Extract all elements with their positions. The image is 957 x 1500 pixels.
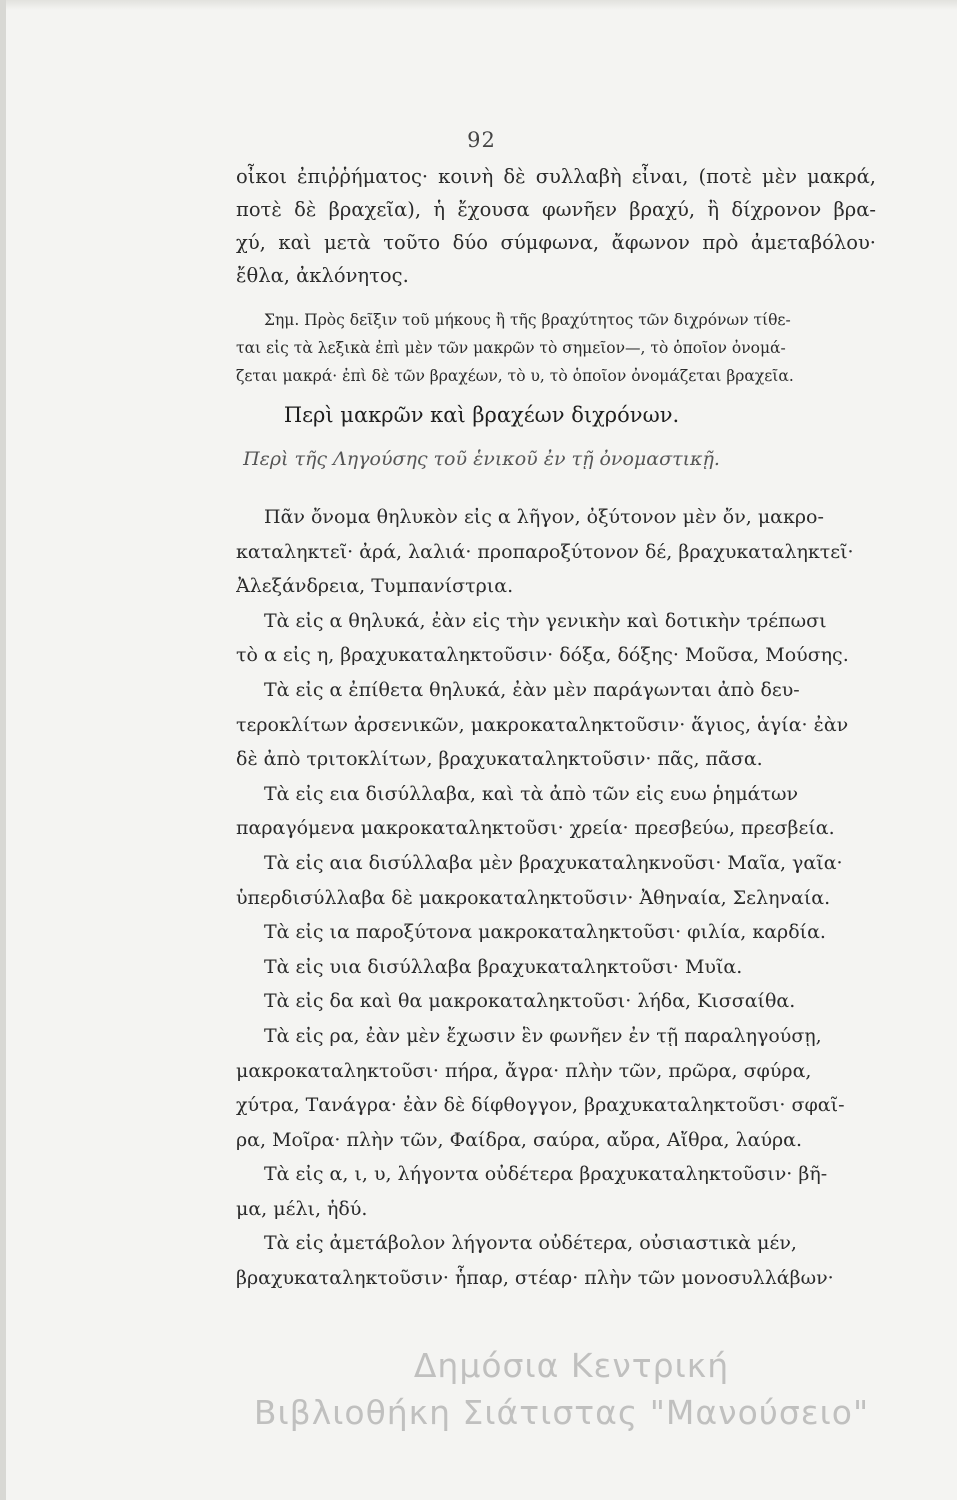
text-line: χύ, καὶ μετὰ τοῦτο δύο σύμφωνα, ἄφωνον πρὸ ἀμεταβόλου· xyxy=(236,231,876,254)
text-line: Τὰ εἰς αια δισύλλαβα μὲν βραχυκαταληκνοῦσι· Μαῖα, γαῖα· xyxy=(264,851,843,874)
note-line: ζεται μακρά· ἐπὶ δὲ τῶν βραχέων, τὸ υ, τὸ ὁποῖον ὀνομάζεται βραχεῖα. xyxy=(236,367,794,385)
main-text-body xyxy=(236,500,876,1296)
text-line: βραχυκαταληκτοῦσιν· ἧπαρ, στέαρ· πλὴν τῶν μονοσυλλάβων· xyxy=(236,1267,834,1290)
text-line: μακροκαταληκτοῦσι· πήρα, ἄγρα· πλὴν τῶν, πρῶρα, σφύρα, xyxy=(236,1059,812,1082)
text-line: μα, μέλι, ἡδύ. xyxy=(236,1197,368,1220)
text-line: παραγόμενα μακροκαταληκτοῦσι· χρεία· πρεσβεύω, πρεσβεία. xyxy=(236,817,835,840)
page-top-edge xyxy=(6,0,957,10)
text-line: οἶκοι ἐπιῤῥήματος· κοινὴ δὲ συλλαβὴ εἶναι, (ποτὲ μὲν μακρά, xyxy=(236,165,876,188)
text-line: Τὰ εἰς υια δισύλλαβα βραχυκαταληκτοῦσι· Μυῖα. xyxy=(264,955,743,978)
page-number: 92 xyxy=(467,128,496,152)
subsection-heading: Περὶ τῆς Ληγούσης τοῦ ἑνικοῦ ἐν τῇ ὀνομαστικῇ. xyxy=(243,448,720,470)
text-line: Τὰ εἰς ρα, ἐὰν μὲν ἔχωσιν ἓν φωνῆεν ἐν τῇ παραληγούσῃ, xyxy=(264,1024,822,1047)
text-line: Τὰ εἰς εια δισύλλαβα, καὶ τὰ ἀπὸ τῶν εἰς ευω ῥημάτων xyxy=(264,782,799,805)
text-line: Πᾶν ὄνομα θηλυκὸν εἰς α λῆγον, ὀξύτονον μὲν ὄν, μακρο- xyxy=(264,506,824,528)
footnote-remark xyxy=(236,306,876,390)
text-line: Τὰ εἰς α ἐπίθετα θηλυκά, ἐὰν μὲν παράγωνται ἀπὸ δευ- xyxy=(264,678,800,701)
library-watermark-line2: Βιβλιοθήκη Σιάτιστας "Μανούσειο" xyxy=(253,1393,870,1432)
text-line: χύτρα, Τανάγρα· ἐὰν δὲ δίφθογγον, βραχυκαταληκτοῦσι· σφαῖ- xyxy=(236,1094,845,1117)
text-line: καταληκτεῖ· ἀρά, λαλιά· προπαροξύτονον δέ, βραχυκαταληκτεῖ· xyxy=(236,540,854,563)
note-line: ται εἰς τὰ λεξικὰ ἐπὶ μὲν τῶν μακρῶν τὸ σημεῖον—, τὸ ὁποῖον ὀνομά- xyxy=(236,339,786,357)
text-line: ἔθλα, ἀκλόνητος. xyxy=(236,264,409,287)
text-line: δὲ ἀπὸ τριτοκλίτων, βραχυκαταληκτοῦσιν· πᾶς, πᾶσα. xyxy=(236,748,763,771)
section-heading: Περὶ μακρῶν καὶ βραχέων διχρόνων. xyxy=(283,403,680,427)
text-line: ὑπερδισύλλαβα δὲ μακροκαταληκτοῦσιν· Ἀθηναία, Σεληναία. xyxy=(236,886,831,909)
text-line: Τὰ εἰς ἀμετάβολον λήγοντα οὐδέτερα, οὐσιαστικὰ μέν, xyxy=(264,1232,797,1255)
text-line: τεροκλίτων ἀρσενικῶν, μακροκαταληκτοῦσιν· ἅγιος, ἁγία· ἐὰν xyxy=(236,713,849,736)
text-line: Τὰ εἰς α, ι, υ, λήγοντα οὐδέτερα βραχυκαταληκτοῦσιν· βῆ- xyxy=(264,1163,828,1186)
text-line: ρα, Μοῖρα· πλὴν τῶν, Φαίδρα, σαύρα, αὔρα, Αἴθρα, λαύρα. xyxy=(236,1128,803,1151)
text-line: ποτὲ δὲ βραχεῖα), ἡ ἔχουσα φωνῆεν βραχύ, ἢ δίχρονον βρα- xyxy=(236,198,876,221)
text-line: Τὰ εἰς δα καὶ θα μακροκαταληκτοῦσι· λήδα, Κισσαίθα. xyxy=(264,990,796,1013)
intro-paragraph xyxy=(236,160,876,292)
library-watermark-line1: Δημόσια Κεντρική xyxy=(413,1346,730,1385)
text-line: Τὰ εἰς ια παροξύτονα μακροκαταληκτοῦσι· φιλία, καρδία. xyxy=(264,921,826,944)
note-line: Σημ. Πρὸς δεῖξιν τοῦ μήκους ἢ τῆς βραχύτητος τῶν διχρόνων τίθε- xyxy=(264,311,791,329)
text-line: Τὰ εἰς α θηλυκά, ἐὰν εἰς τὴν γενικὴν καὶ δοτικὴν τρέπωσι xyxy=(264,609,827,632)
text-line: Ἀλεξάνδρεια, Τυμπανίστρια. xyxy=(236,575,514,598)
text-line: τὸ α εἰς η, βραχυκαταληκτοῦσιν· δόξα, δόξης· Μοῦσα, Μούσης. xyxy=(236,644,849,667)
